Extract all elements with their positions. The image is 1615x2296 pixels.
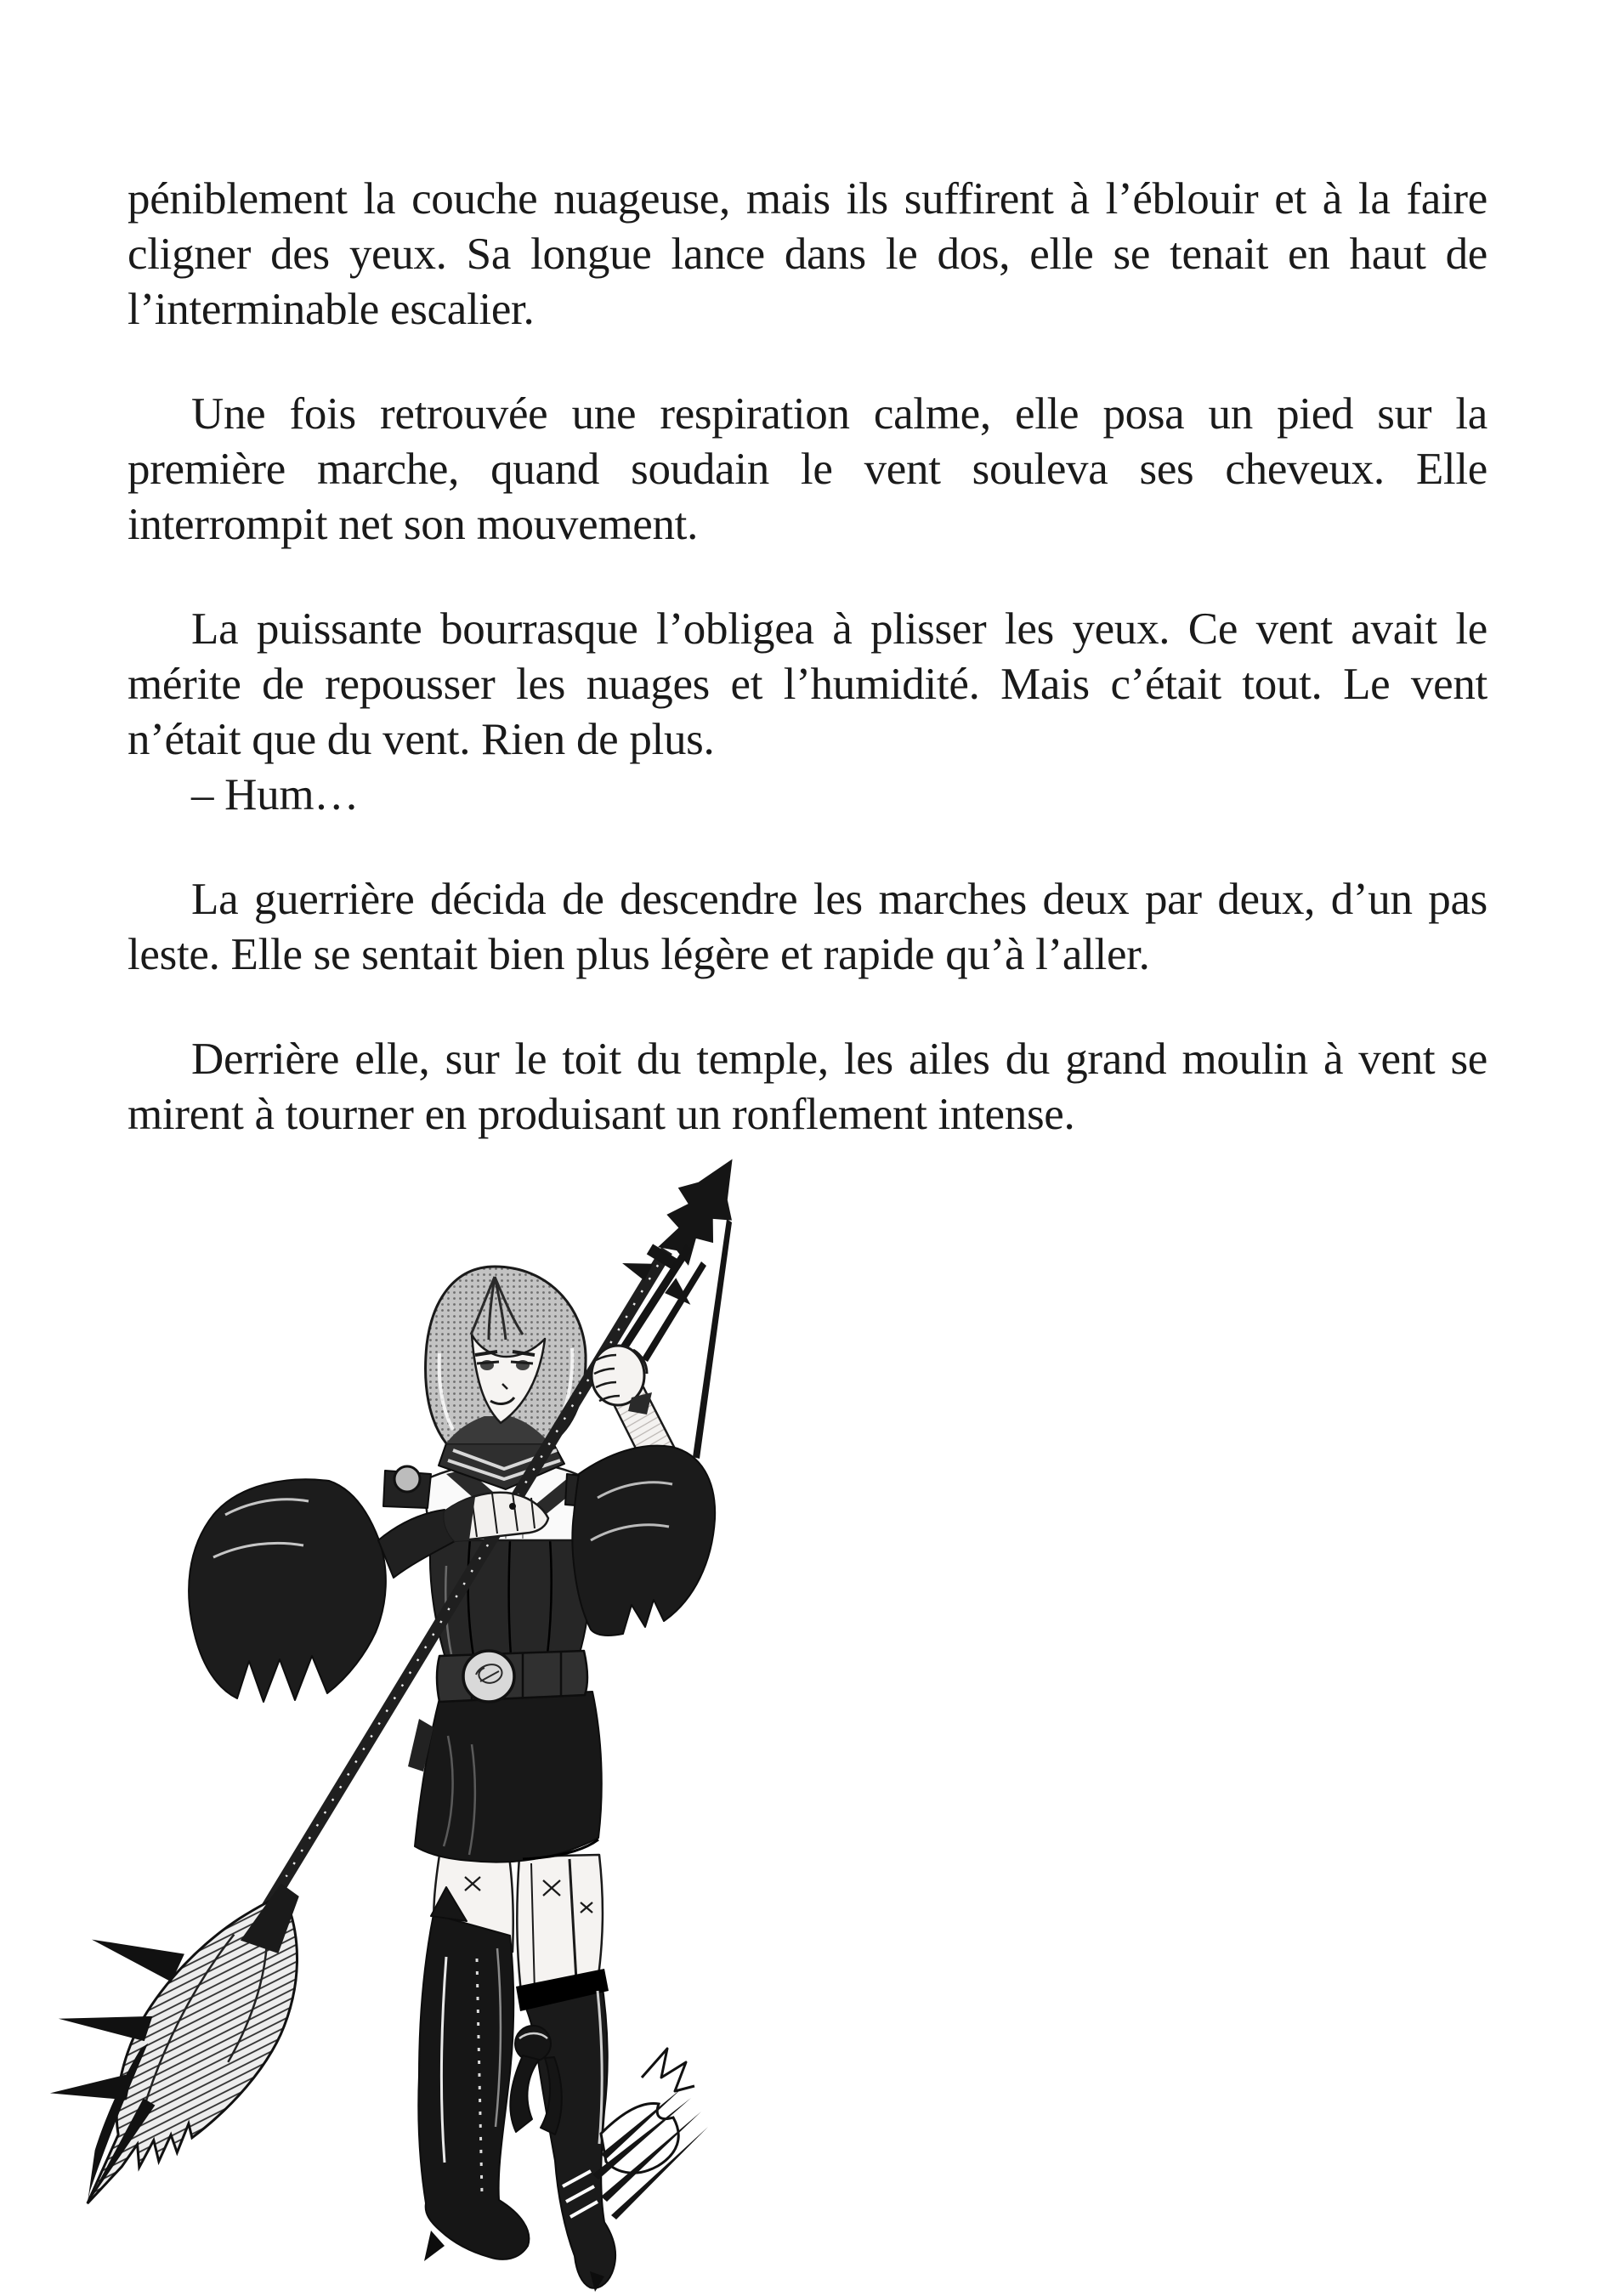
illustration-warrior-spear <box>47 1141 795 2293</box>
page-text <box>128 172 1488 1192</box>
paragraph: Derrière elle, sur le toit du temple, les ailes du grand moulin à vent se mirent à tourner en produisant un ronflement intense. <box>128 1035 1488 1139</box>
paragraph: Une fois retrouvée une respiration calme, elle posa un pied sur la première marche, quand soudain le vent souleva ses cheveux. Elle interrompit net son mouvement. <box>128 389 1488 549</box>
motion-flash-foot <box>592 2049 708 2219</box>
paragraph: La guerrière décida de descendre les marches deux par deux, d’un pas leste. Elle se sentait bien plus légère et rapide qu’à l’aller. <box>128 875 1488 979</box>
gripping-fist <box>592 1346 652 1414</box>
dialogue-line: – Hum… <box>191 770 359 819</box>
spear-blade <box>47 1815 348 2245</box>
paragraph: péniblement la couche nuageuse, mais ils suffirent à l’éblouir et à la faire cligner des yeux. Sa longue lance dans le dos, elle se tenait en haut de l’interminable escalier. <box>128 174 1488 334</box>
paragraph: La puissante bourrasque l’obligea à plisser les yeux. Ce vent avait le mérite de repousser les nuages et l’humidité. Mais c’était tout. Le vent n’était que du vent. Rien de plus. <box>128 604 1488 764</box>
